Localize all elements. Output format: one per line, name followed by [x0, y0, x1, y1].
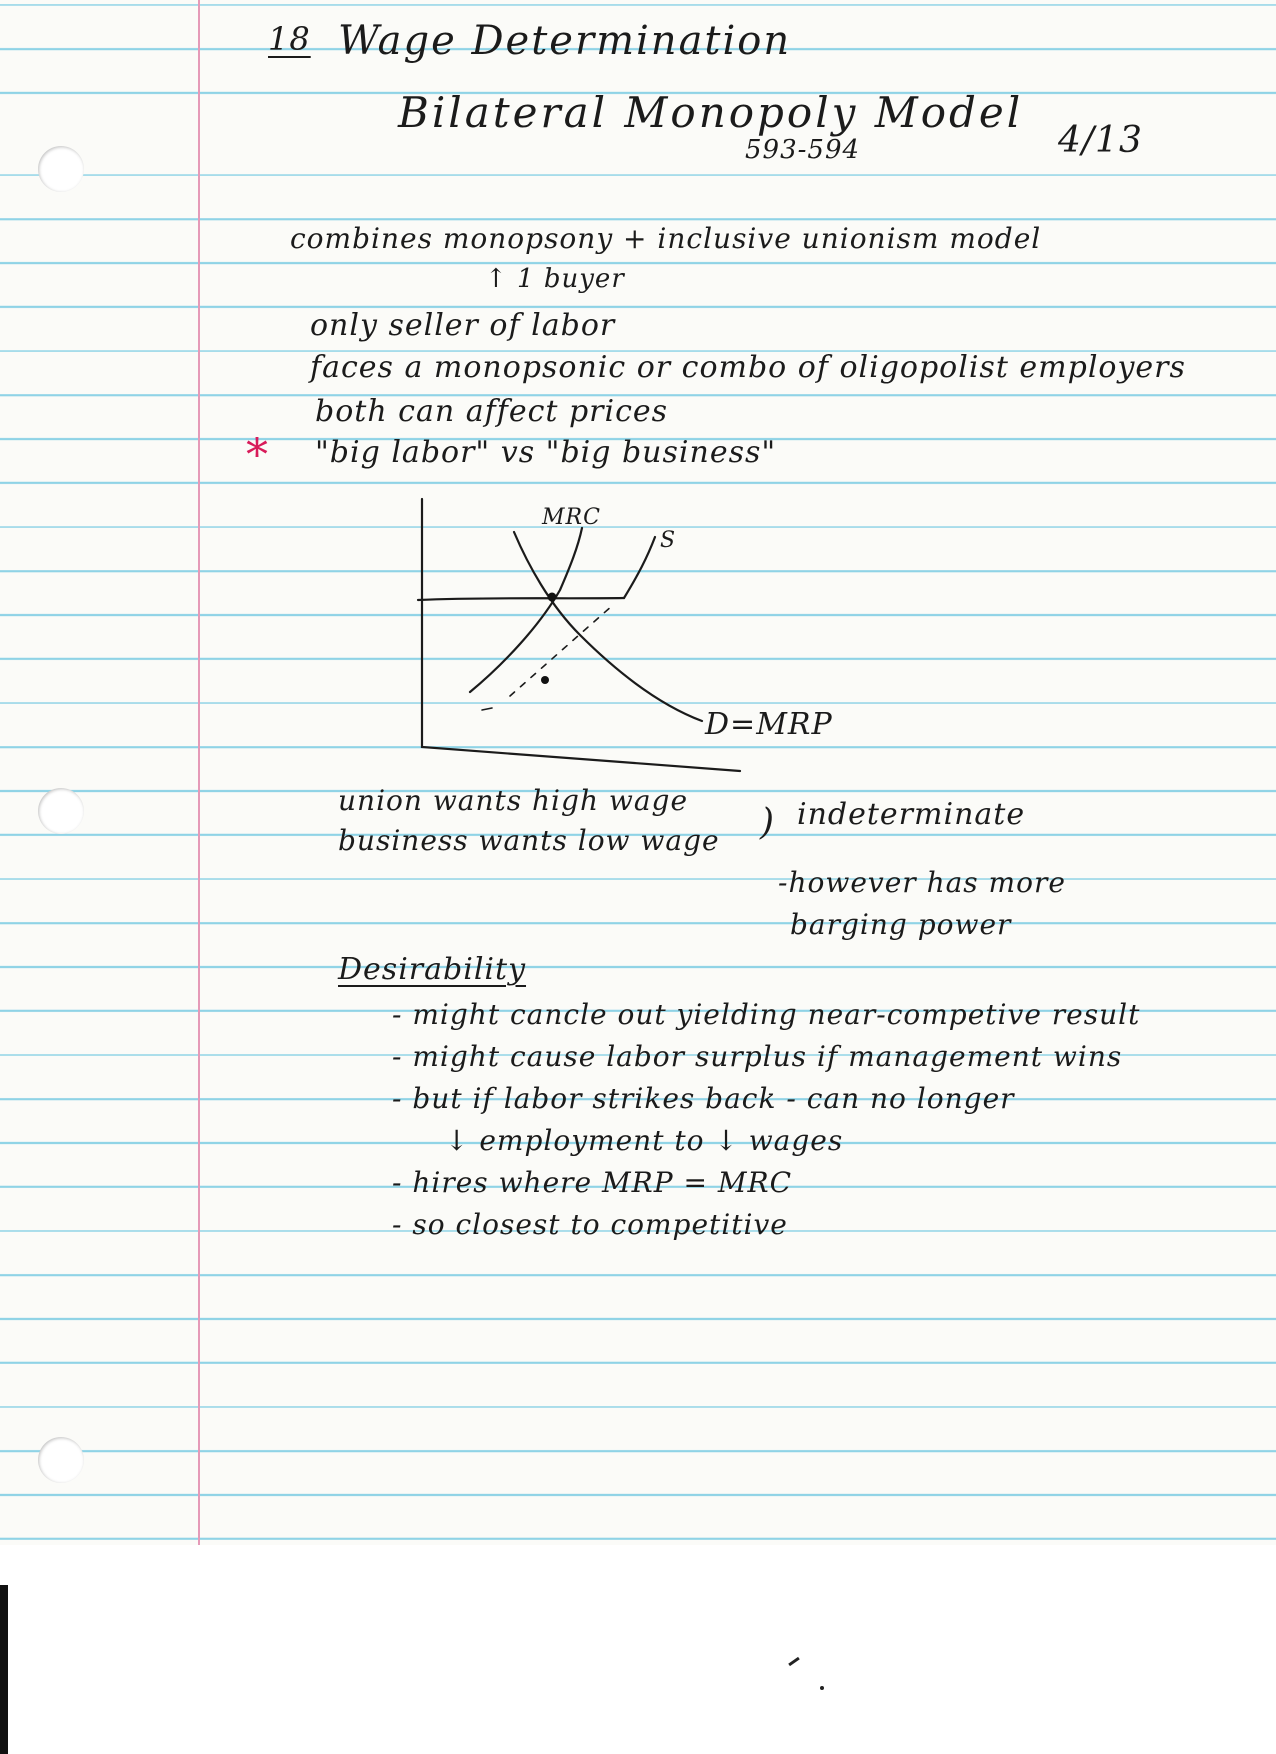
scan-speck — [820, 1686, 824, 1690]
desirability-item-6: - so closest to competitive — [392, 1208, 788, 1241]
intersection-point-top — [548, 593, 557, 602]
indeterminate: indeterminate — [797, 797, 1026, 832]
note-only-seller: only seller of labor — [310, 308, 616, 343]
desirability-item-3: - but if labor strikes back - can no longer — [392, 1082, 1015, 1115]
date: 4/13 — [1058, 120, 1143, 161]
lecture-number: 18 — [268, 20, 311, 58]
desirability-item-5: - hires where MRP = MRC — [392, 1166, 793, 1199]
supply-curve — [624, 537, 655, 598]
label-d-mrp: D=MRP — [705, 707, 833, 742]
label-s: S — [660, 528, 677, 553]
intersection-point-bottom — [541, 676, 549, 684]
punch-hole-middle — [38, 788, 84, 834]
however-line-2: barging power — [790, 908, 1012, 941]
punch-hole-top — [38, 146, 84, 192]
note-both: both can affect prices — [315, 394, 669, 429]
label-mrc: MRC — [542, 505, 601, 530]
page-title: Wage Determination — [338, 18, 792, 64]
business-wants: business wants low wage — [338, 824, 720, 857]
wage-line — [418, 598, 624, 600]
star-icon: * — [246, 430, 269, 481]
note-buyer: ↑ 1 buyer — [485, 264, 625, 294]
stray-mark — [482, 708, 492, 710]
scan-bottom-area — [0, 1545, 1276, 1754]
desirability-item-1: - might cancle out yielding near-competive result — [392, 998, 1141, 1031]
however-line-1: -however has more — [778, 866, 1066, 899]
desirability-item-2: - might cause labor surplus if management wins — [392, 1040, 1123, 1073]
note-big-labor: "big labor" vs "big business" — [315, 435, 777, 470]
punch-hole-bottom — [38, 1437, 84, 1483]
mrc-curve — [470, 528, 582, 692]
note-combines: combines monopsony + inclusive unionism model — [290, 222, 1042, 255]
bracket: ) — [760, 802, 776, 843]
desirability-item-4: ↓ employment to ↓ wages — [445, 1124, 844, 1157]
note-faces: faces a monopsonic or combo of oligopolist employers — [310, 350, 1186, 385]
mrp-demand-curve — [514, 532, 702, 721]
scan-edge — [0, 1585, 8, 1754]
page-subtitle: Bilateral Monopoly Model — [398, 88, 1024, 137]
desirability-heading: Desirability — [338, 952, 527, 987]
margin-line — [198, 0, 200, 1585]
page-range: 593-594 — [745, 135, 861, 165]
union-wants: union wants high wage — [338, 784, 689, 817]
